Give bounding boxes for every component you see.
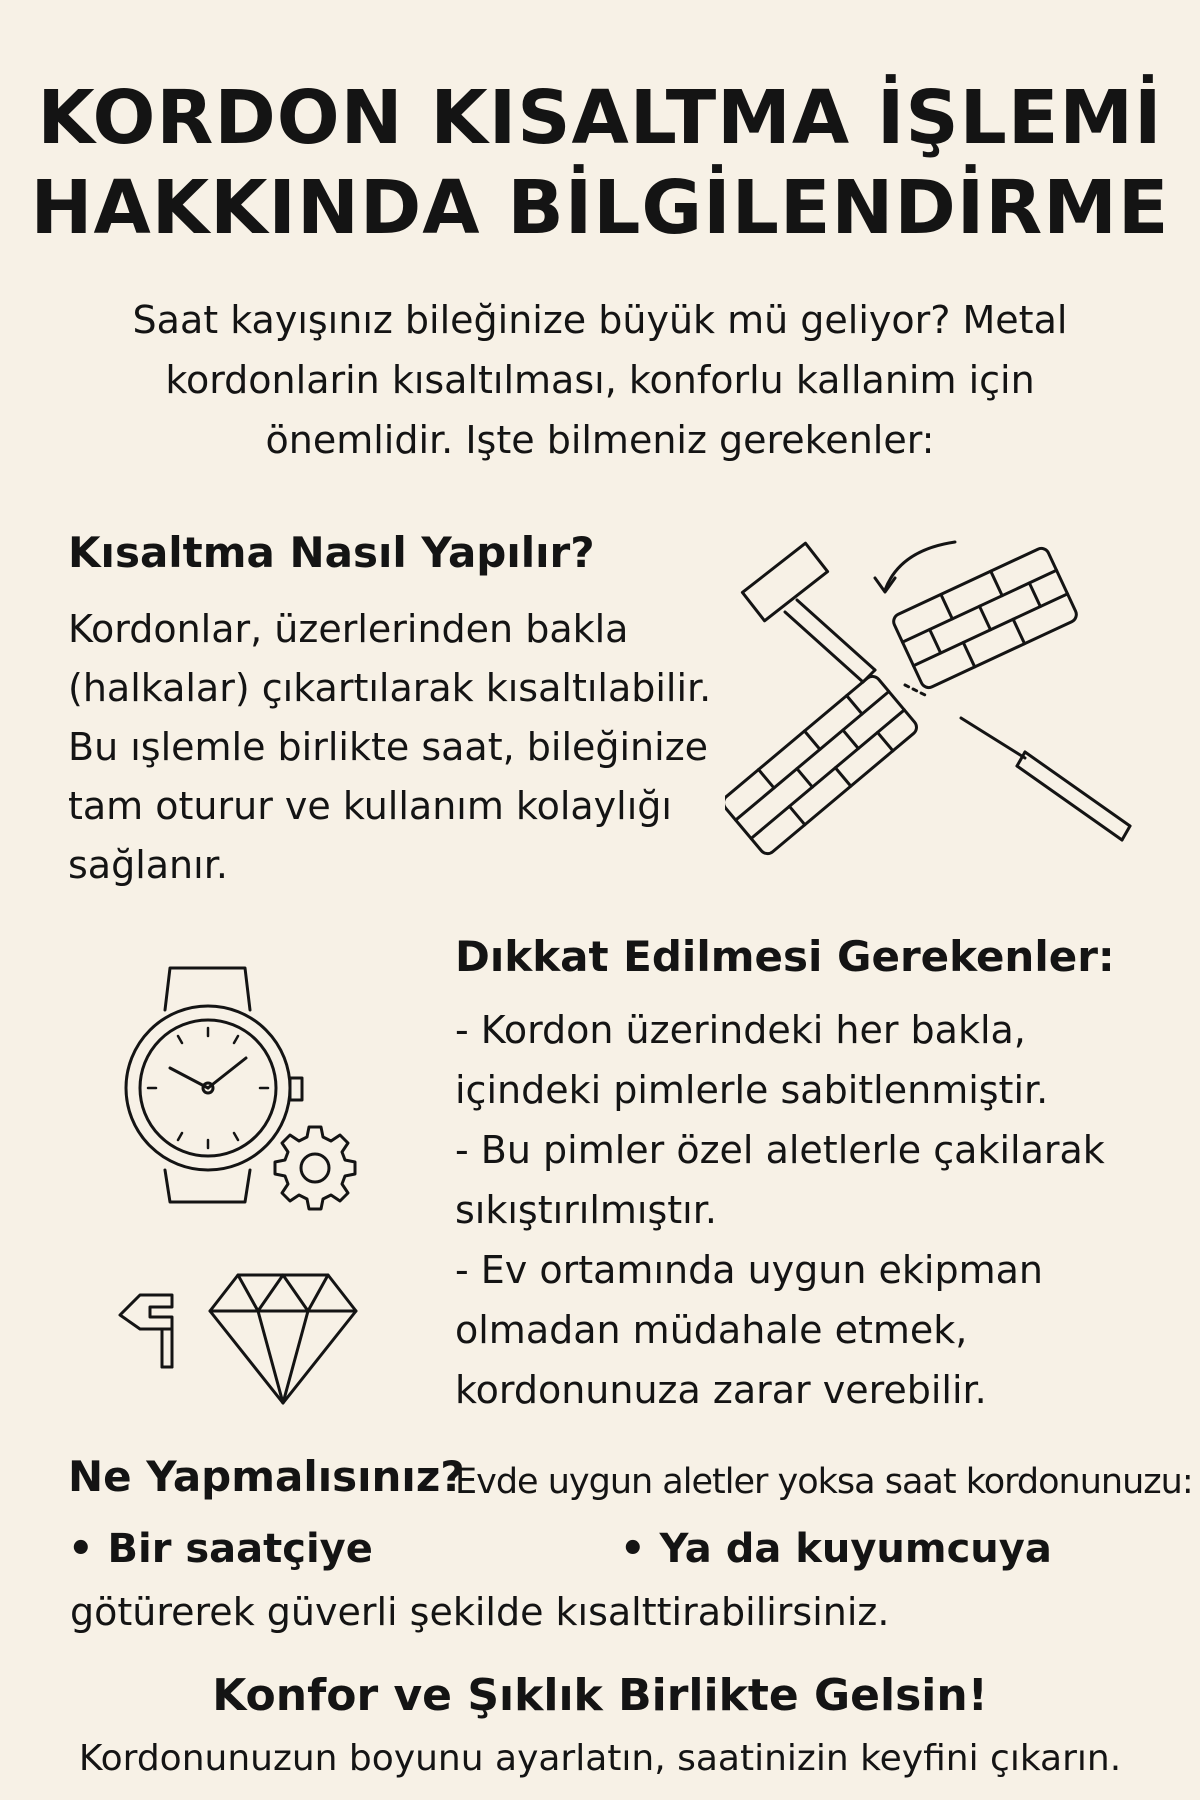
closing-text: Kordonunuzun boyunu ayarlatın, saatinizin keyfini çıkarın.: [78, 1738, 1122, 1779]
diamond-shape: [210, 1275, 356, 1403]
care-item-pins: - Kordon üzerindeki her bakla, içindeki pimlerle sabitlenmiştir.: [455, 1008, 1049, 1112]
diamond-icon: [110, 1255, 370, 1415]
wristwatch-icon: [120, 960, 370, 1220]
care-item-warning: - Ev ortamında uygun ekipman olmadan müdahale etmek, kordonunuza zarar verebilir.: [455, 1248, 1043, 1412]
bracelet-links-icon: [891, 546, 1079, 690]
hammer-icon: [742, 543, 875, 682]
hammer-bracelet-pin-icon: [725, 530, 1145, 860]
care-item-tools: - Bu pimler özel aletlerle çakilarak sıkıştırılmıştır.: [455, 1128, 1105, 1232]
gear-icon: [275, 1127, 355, 1209]
todo-intro: Evde uygun aletler yoksa saat kordonunuzu:: [455, 1462, 1193, 1502]
page-title-line1: KORDON KISALTMA İŞLEMİ: [37, 75, 1163, 161]
how-heading: Kısaltma Nasıl Yapılır?: [68, 528, 595, 577]
ring-icon: [120, 1295, 172, 1367]
pin-pusher-icon: [961, 718, 1130, 840]
intro-text: Saat kayışınız bileğinize büyük mü geliyor? Metal kordonlarin kısaltılması, konforlu kallanim için önemlidir. Işte bilmeniz gerekenler:: [132, 298, 1068, 462]
closing-title: Konfor ve Şıklık Birlikte Gelsin!: [212, 1670, 988, 1721]
arrow-icon: [875, 542, 955, 592]
care-heading: Dıkkat Edilmesi Gerekenler:: [455, 932, 1115, 981]
option-jeweler: • Ya da kuyumcuya: [620, 1526, 1052, 1572]
page-title-line2: HAKKINDA BİLGİLENDİRME: [30, 165, 1170, 251]
todo-heading: Ne Yapmalısınız?: [68, 1452, 465, 1501]
option-watchmaker: • Bir saatçiye: [68, 1526, 373, 1572]
care-list: [455, 1000, 1155, 1420]
how-text: Kordonlar, üzerlerinden bakla (halkalar) çıkartılarak kısaltılabilir. Bu ışlemle birlikte saat, bileğinize tam oturur ve kullanım kolaylığı sağlanır.: [68, 607, 712, 887]
todo-outro: götürerek güverli şekilde kısalttirabilirsiniz.: [70, 1590, 890, 1634]
